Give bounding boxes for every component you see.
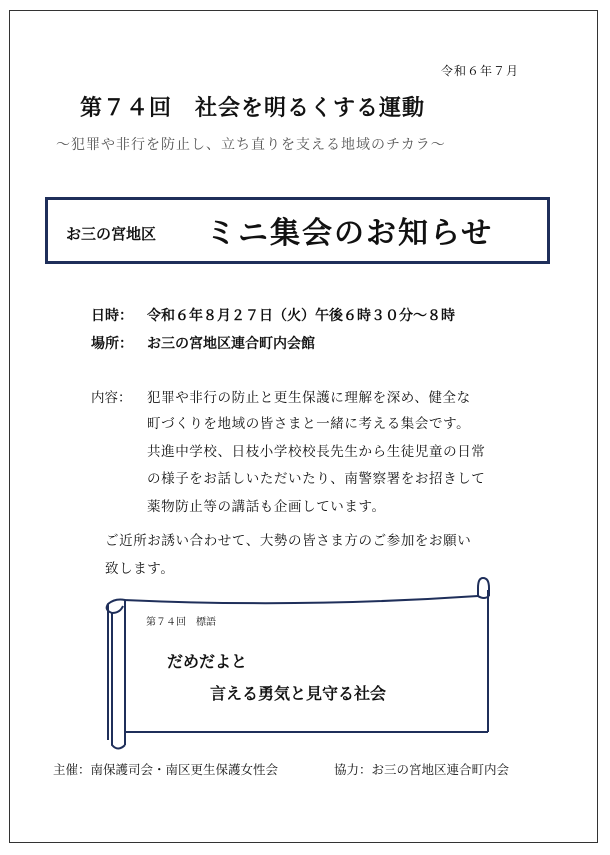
content-label: 内容： — [91, 390, 132, 406]
invitation-line: ご近所お誘い合わせて、大勢の皆さま方のご参加をお願い — [105, 533, 472, 549]
slogan-heading: 第７４回 標語 — [146, 617, 216, 628]
notice-heading: ミニ集会のお知らせ — [206, 216, 494, 251]
content-line: の様子をお話しいただいたり、南警察署をお招きして — [147, 471, 486, 487]
datetime-label: 日時： — [91, 308, 133, 324]
content-line: 共進中学校、日枝小学校校長先生から生徒児童の日常 — [147, 444, 486, 460]
place-label: 場所： — [91, 336, 133, 352]
page-subtitle: ～犯罪や非行を防止し、立ち直りを支える地域のチカラ～ — [56, 137, 446, 153]
content-line: 犯罪や非行の防止と更生保護に理解を深め、健全な — [147, 390, 471, 406]
issue-date: 令和６年７月 — [441, 64, 520, 78]
content-line: 薬物防止等の講話も企画しています。 — [147, 499, 386, 515]
slogan-line-2: 言える勇気と見守る社会 — [210, 684, 387, 703]
slogan-line-1: だめだよと — [167, 652, 248, 671]
invitation-line: 致します。 — [105, 561, 175, 577]
place-value: お三の宮地区連合町内会館 — [147, 336, 315, 352]
content-line: 町づくりを地域の皆さまと一緒に考える集会です。 — [147, 416, 471, 432]
notice-district: お三の宮地区 — [66, 225, 157, 243]
footer-cooperation: 協力：お三の宮地区連合町内会 — [334, 762, 510, 777]
footer-organizers: 主催：南保護司会・南区更生保護女性会 — [53, 762, 279, 777]
datetime-value: 令和６年８月２７日（火）午後６時３０分～８時 — [147, 308, 455, 324]
page-title: 第７４回 社会を明るくする運動 — [80, 96, 426, 121]
